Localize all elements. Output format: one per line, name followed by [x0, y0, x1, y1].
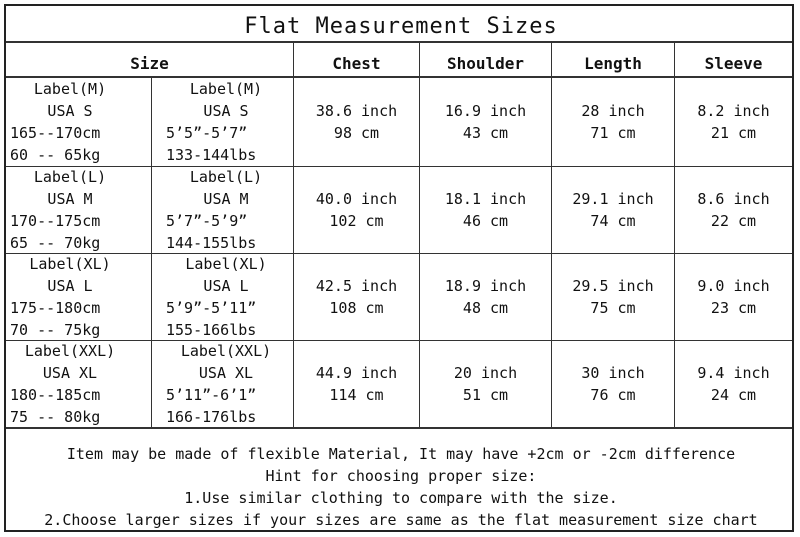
- sleeve-cell: [675, 275, 792, 319]
- height-ft-text: 5’7”-5’9”: [166, 212, 248, 230]
- usa-size-text: USA XL: [42, 364, 98, 382]
- note-line: 2.Choose larger sizes if your sizes are same as the flat measurement size chart: [44, 511, 758, 529]
- label-text: Label(XL): [185, 255, 267, 273]
- sleeve-cell: [675, 362, 792, 406]
- label-text: Label(L): [33, 168, 107, 186]
- weight-kg-text: 65 -- 70kg: [10, 234, 101, 252]
- size-imperial-cell: [166, 166, 286, 254]
- length-cell: [552, 100, 674, 144]
- divider: [151, 78, 152, 427]
- length-cell: [552, 188, 674, 232]
- length-cell: [552, 362, 674, 406]
- size-metric-cell: [10, 78, 130, 166]
- length-inch-text: 29.1 inch: [572, 190, 654, 208]
- header-chest: Chest: [332, 54, 381, 73]
- length-cell: [552, 275, 674, 319]
- chest-inch-text: 40.0 inch: [315, 190, 398, 208]
- chest-inch-text: 44.9 inch: [315, 364, 398, 382]
- length-cm-text: 76 cm: [590, 386, 636, 404]
- height-cm-text: 170--175cm: [10, 212, 101, 230]
- header-sleeve: Sleeve: [704, 54, 763, 73]
- usa-size-text: USA L: [203, 277, 249, 295]
- height-ft-text: 5’11”-6’1”: [166, 386, 257, 404]
- notes-section: [6, 443, 796, 531]
- header-length: Length: [584, 54, 642, 73]
- weight-kg-text: 60 -- 65kg: [10, 146, 101, 164]
- sleeve-cm-text: 21 cm: [710, 124, 757, 142]
- chest-inch-text: 38.6 inch: [315, 102, 398, 120]
- weight-lbs-text: 144-155lbs: [166, 234, 257, 252]
- size-metric-cell: [10, 166, 130, 254]
- weight-kg-text: 75 -- 80kg: [10, 408, 101, 426]
- sleeve-inch-text: 9.0 inch: [697, 277, 770, 295]
- length-cm-text: 75 cm: [590, 299, 636, 317]
- label-text: Label(XXL): [24, 342, 116, 360]
- height-cm-text: 165--170cm: [10, 124, 101, 142]
- usa-size-text: USA L: [47, 277, 93, 295]
- sleeve-cm-text: 23 cm: [710, 299, 757, 317]
- chest-inch-text: 42.5 inch: [315, 277, 398, 295]
- height-cm-text: 180--185cm: [10, 386, 101, 404]
- shoulder-cell: [420, 100, 551, 144]
- usa-size-text: USA S: [47, 102, 93, 120]
- label-text: Label(M): [189, 80, 263, 98]
- header-shoulder: Shoulder: [446, 54, 525, 73]
- shoulder-cell: [420, 188, 551, 232]
- chest-cm-text: 102 cm: [329, 212, 384, 230]
- shoulder-cm-text: 46 cm: [462, 212, 509, 230]
- shoulder-cm-text: 43 cm: [462, 124, 509, 142]
- height-cm-text: 175--180cm: [10, 299, 101, 317]
- usa-size-text: USA M: [47, 190, 93, 208]
- size-imperial-cell: [166, 253, 286, 341]
- size-metric-cell: [10, 340, 130, 428]
- height-ft-text: 5’9”-5’11”: [166, 299, 257, 317]
- weight-kg-text: 70 -- 75kg: [10, 321, 101, 339]
- shoulder-cell: [420, 275, 551, 319]
- sleeve-cm-text: 24 cm: [710, 386, 757, 404]
- shoulder-inch-text: 20 inch: [453, 364, 518, 382]
- weight-lbs-text: 155-166lbs: [166, 321, 257, 339]
- chest-cell: [294, 188, 419, 232]
- note-line: Item may be made of flexible Material, It may have +2cm or -2cm difference: [66, 445, 736, 463]
- length-inch-text: 30 inch: [581, 364, 645, 382]
- size-imperial-cell: [166, 340, 286, 428]
- label-text: Label(L): [189, 168, 263, 186]
- weight-lbs-text: 166-176lbs: [166, 408, 257, 426]
- size-metric-cell: [10, 253, 130, 341]
- height-ft-text: 5’5”-5’7”: [166, 124, 248, 142]
- note-line: 1.Use similar clothing to compare with the size.: [184, 489, 618, 507]
- label-text: Label(XXL): [180, 342, 272, 360]
- shoulder-cell: [420, 362, 551, 406]
- chest-cell: [294, 362, 419, 406]
- length-inch-text: 28 inch: [581, 102, 645, 120]
- chest-cm-text: 108 cm: [329, 299, 384, 317]
- sleeve-inch-text: 8.6 inch: [697, 190, 770, 208]
- chest-cell: [294, 275, 419, 319]
- chest-cm-text: 98 cm: [333, 124, 380, 142]
- shoulder-cm-text: 51 cm: [462, 386, 509, 404]
- length-inch-text: 29.5 inch: [572, 277, 654, 295]
- sleeve-inch-text: 8.2 inch: [697, 102, 770, 120]
- length-cm-text: 71 cm: [590, 124, 636, 142]
- header-size: Size: [130, 54, 169, 73]
- usa-size-text: USA XL: [198, 364, 254, 382]
- size-chart: [4, 4, 794, 532]
- shoulder-cm-text: 48 cm: [462, 299, 509, 317]
- size-imperial-cell: [166, 78, 286, 166]
- length-cm-text: 74 cm: [590, 212, 636, 230]
- sleeve-inch-text: 9.4 inch: [697, 364, 770, 382]
- shoulder-inch-text: 16.9 inch: [444, 102, 527, 120]
- shoulder-inch-text: 18.9 inch: [444, 277, 527, 295]
- usa-size-text: USA M: [203, 190, 249, 208]
- shoulder-inch-text: 18.1 inch: [444, 190, 527, 208]
- sleeve-cm-text: 22 cm: [710, 212, 757, 230]
- note-line: Hint for choosing proper size:: [265, 467, 537, 485]
- chest-cm-text: 114 cm: [329, 386, 384, 404]
- sleeve-cell: [675, 188, 792, 232]
- usa-size-text: USA S: [203, 102, 249, 120]
- chart-title: Flat Measurement Sizes: [244, 14, 558, 39]
- label-text: Label(XL): [29, 255, 111, 273]
- sleeve-cell: [675, 100, 792, 144]
- chest-cell: [294, 100, 419, 144]
- label-text: Label(M): [33, 80, 107, 98]
- weight-lbs-text: 133-144lbs: [166, 146, 257, 164]
